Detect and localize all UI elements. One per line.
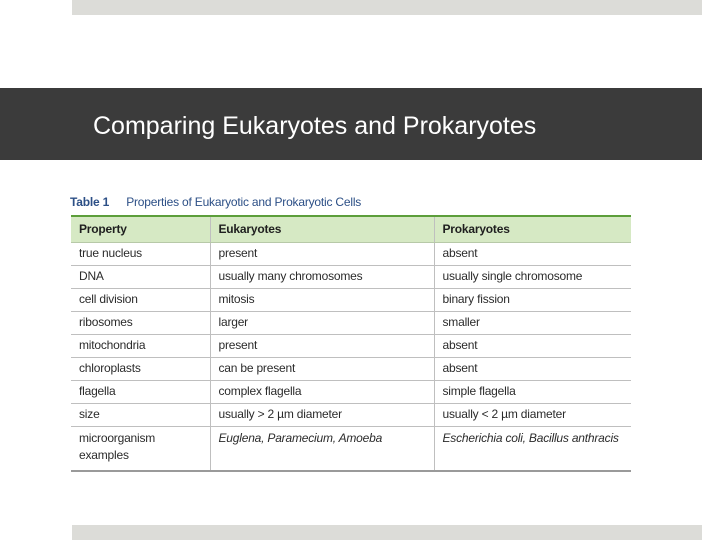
cell-eukaryotes: present xyxy=(210,242,434,265)
table-row xyxy=(71,426,631,471)
cell-eukaryotes: usually many chromosomes xyxy=(210,265,434,288)
cell-eukaryotes: complex flagella xyxy=(210,380,434,403)
table-row xyxy=(71,357,631,380)
header-eukaryotes: Eukaryotes xyxy=(210,216,434,242)
cell-eukaryotes: can be present xyxy=(210,357,434,380)
cell-property: cell division xyxy=(71,288,210,311)
top-decorative-bar xyxy=(72,0,702,15)
cell-property: mitochondria xyxy=(71,334,210,357)
cell-prokaryotes: usually < 2 µm diameter xyxy=(434,403,631,426)
cell-eukaryotes: Euglena, Paramecium, Amoeba xyxy=(210,426,434,471)
table-row xyxy=(71,288,631,311)
table-row xyxy=(71,380,631,403)
table-label: Table 1 xyxy=(70,195,110,209)
cell-eukaryotes: present xyxy=(210,334,434,357)
cell-prokaryotes: absent xyxy=(434,334,631,357)
cell-prokaryotes: simple flagella xyxy=(434,380,631,403)
comparison-table xyxy=(71,215,631,472)
cell-prokaryotes: absent xyxy=(434,357,631,380)
cell-prokaryotes: usually single chromosome xyxy=(434,265,631,288)
cell-property: chloroplasts xyxy=(71,357,210,380)
bottom-decorative-bar xyxy=(72,525,702,540)
cell-property: ribosomes xyxy=(71,311,210,334)
table-header-row xyxy=(71,216,631,242)
header-prokaryotes: Prokaryotes xyxy=(434,216,631,242)
cell-prokaryotes: binary fission xyxy=(434,288,631,311)
cell-property: true nucleus xyxy=(71,242,210,265)
cell-property: size xyxy=(71,403,210,426)
cell-eukaryotes: larger xyxy=(210,311,434,334)
cell-property: microorganism examples xyxy=(71,426,210,471)
cell-property: flagella xyxy=(71,380,210,403)
cell-prokaryotes: absent xyxy=(434,242,631,265)
table-row xyxy=(71,334,631,357)
cell-prokaryotes: Escherichia coli, Bacillus anthracis xyxy=(434,426,631,471)
cell-property: DNA xyxy=(71,265,210,288)
table-title: Properties of Eukaryotic and Prokaryotic Cells xyxy=(126,195,362,209)
table-row xyxy=(71,311,631,334)
cell-eukaryotes: mitosis xyxy=(210,288,434,311)
cell-prokaryotes: smaller xyxy=(434,311,631,334)
table-caption xyxy=(70,194,361,210)
table-row xyxy=(71,403,631,426)
cell-eukaryotes: usually > 2 µm diameter xyxy=(210,403,434,426)
table-row xyxy=(71,265,631,288)
header-property: Property xyxy=(71,216,210,242)
slide-title: Comparing Eukaryotes and Prokaryotes xyxy=(93,112,537,140)
table-row xyxy=(71,242,631,265)
